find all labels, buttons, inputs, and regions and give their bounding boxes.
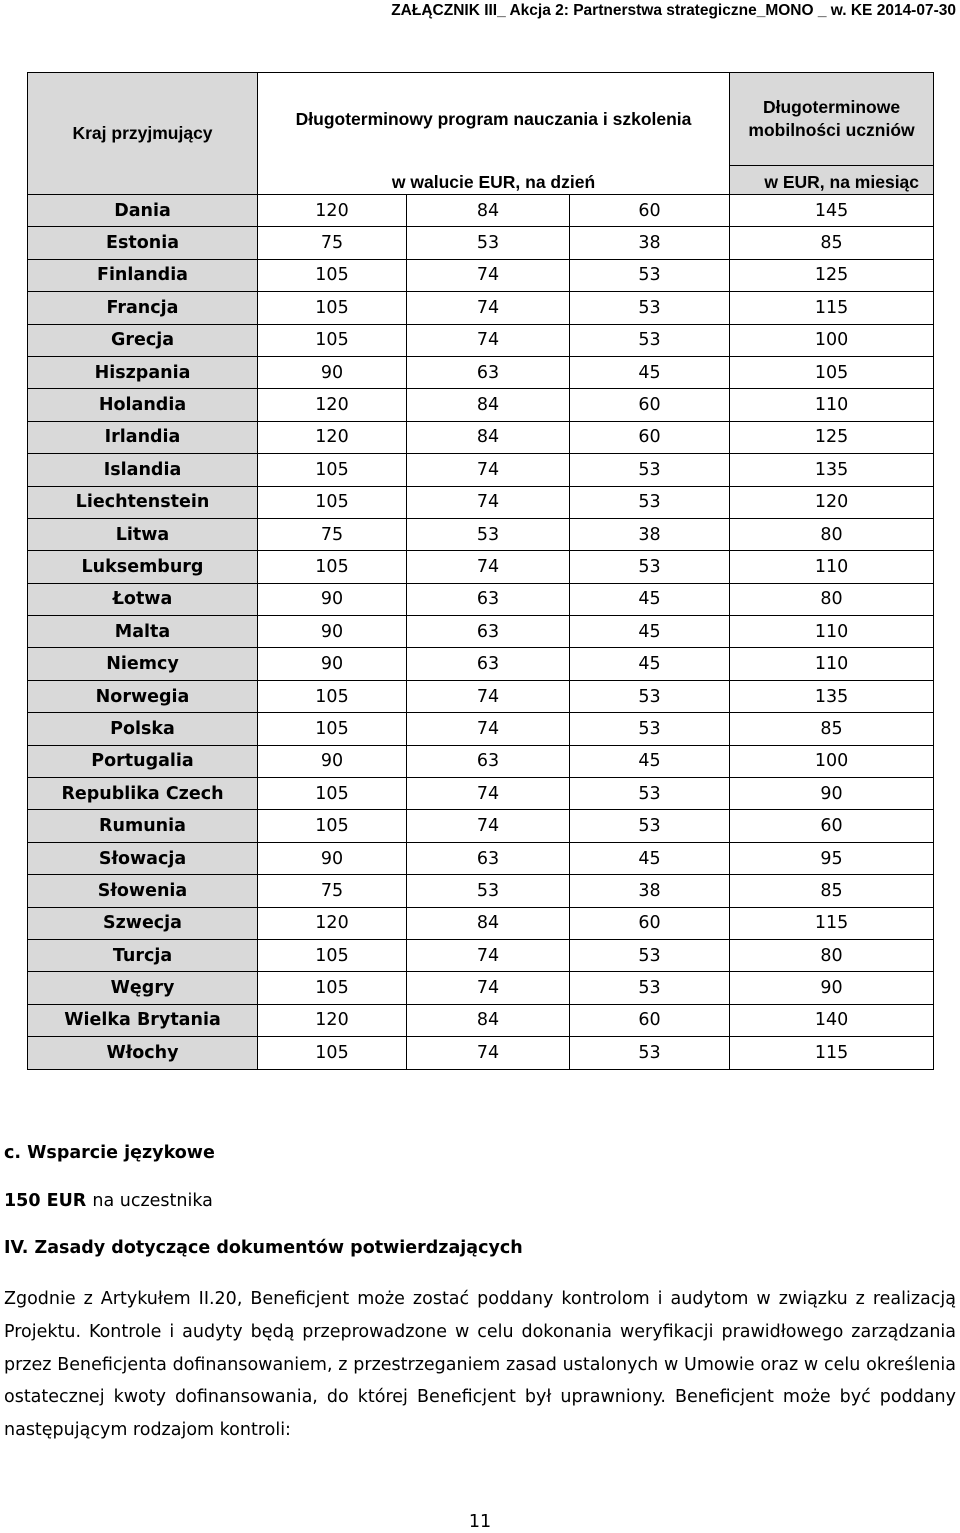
table-row [28,518,934,550]
rate-cell: 100 [730,745,934,777]
rate-cell: 74 [407,259,570,291]
country-cell: Słowacja [28,842,258,874]
rate-cell: 45 [570,745,730,777]
country-cell: Łotwa [28,583,258,615]
country-cell: Dania [28,195,258,227]
table-row [28,648,934,680]
country-cell: Norwegia [28,680,258,712]
amount-suffix: na uczestnika [92,1191,213,1211]
country-cell: Luksemburg [28,551,258,583]
rate-cell: 53 [570,324,730,356]
rate-cell: 120 [258,195,407,227]
rate-cell: 80 [730,518,934,550]
rate-cell: 135 [730,680,934,712]
table-row [28,939,934,971]
rate-cell: 45 [570,616,730,648]
table-row [28,356,934,388]
rate-cell: 125 [730,421,934,453]
table-row [28,713,934,745]
subsistence-rates-table [27,72,934,1070]
country-cell: Hiszpania [28,356,258,388]
section-iv-paragraph: Zgodnie z Artykułem II.20, Beneficjent może zostać poddany kontrolom i audytom w związku z realizacją Projektu. Kontrole i audyty będą przeprowadzone w celu dokonania weryfikacji prawidłowego zarządzania przez Beneficjenta dofinansowaniem, z przestrzeganiem zasad ustalonych w Umowie oraz w celu określenia ostatecznej kwoty dofinansowania, do której Beneficjent był uprawniony. Beneficjent może być poddany następującym rodzajom kontroli: [4,1289,956,1441]
country-cell: Republika Czech [28,778,258,810]
rate-cell: 53 [407,227,570,259]
table-row [28,421,934,453]
country-cell: Włochy [28,1037,258,1069]
table-header-row [28,73,934,166]
table-row [28,875,934,907]
table-row [28,1004,934,1036]
table-row [28,842,934,874]
rate-cell: 84 [407,389,570,421]
rate-cell: 105 [258,486,407,518]
rate-cell: 38 [570,875,730,907]
rate-cell: 120 [730,486,934,518]
rate-cell: 63 [407,356,570,388]
table-row [28,259,934,291]
rate-cell: 120 [258,907,407,939]
table-row [28,745,934,777]
rate-cell: 75 [258,518,407,550]
rate-cell: 84 [407,421,570,453]
rate-cell: 85 [730,227,934,259]
rate-cell: 74 [407,713,570,745]
rate-cell: 105 [258,810,407,842]
rate-cell: 105 [730,356,934,388]
table-row [28,551,934,583]
country-cell: Rumunia [28,810,258,842]
rate-cell: 45 [570,356,730,388]
rate-cell: 38 [570,518,730,550]
table-row [28,486,934,518]
country-cell: Szwecja [28,907,258,939]
rate-cell: 105 [258,680,407,712]
rate-cell: 145 [730,195,934,227]
unit-monthly: w EUR, na miesiąc [730,166,934,195]
rate-cell: 90 [258,616,407,648]
rate-cell: 45 [570,583,730,615]
rate-cell: 105 [258,551,407,583]
section-c-title: c. Wsparcie językowe [4,1143,215,1163]
table-row [28,195,934,227]
rate-cell: 90 [258,356,407,388]
country-cell: Malta [28,616,258,648]
rate-cell: 105 [258,972,407,1004]
country-cell: Estonia [28,227,258,259]
country-cell: Turcja [28,939,258,971]
rate-cell: 60 [570,195,730,227]
country-cell: Islandia [28,454,258,486]
rate-cell: 53 [570,778,730,810]
rate-cell: 53 [570,292,730,324]
rate-cell: 45 [570,842,730,874]
rate-cell: 90 [258,745,407,777]
table-row [28,907,934,939]
table-row [28,324,934,356]
rate-cell: 74 [407,1037,570,1069]
rate-cell: 90 [730,778,934,810]
country-cell: Liechtenstein [28,486,258,518]
rate-cell: 105 [258,1037,407,1069]
rate-cell: 53 [570,680,730,712]
rate-cell: 84 [407,195,570,227]
table-row [28,583,934,615]
section-iv-title: IV. Zasady dotyczące dokumentów potwierdzających [4,1238,523,1258]
rate-cell: 90 [258,842,407,874]
country-cell: Niemcy [28,648,258,680]
rate-cell: 60 [570,1004,730,1036]
table-row [28,810,934,842]
rate-cell: 115 [730,1037,934,1069]
rate-cell: 90 [258,583,407,615]
header-country: Kraj przyjmujący [28,73,258,195]
rate-cell: 74 [407,324,570,356]
rate-cell: 90 [258,648,407,680]
country-cell: Portugalia [28,745,258,777]
rate-cell: 74 [407,680,570,712]
rate-cell: 120 [258,421,407,453]
rate-cell: 84 [407,907,570,939]
rate-cell: 105 [258,324,407,356]
rate-cell: 110 [730,648,934,680]
rate-cell: 120 [258,389,407,421]
country-cell: Holandia [28,389,258,421]
rate-cell: 115 [730,292,934,324]
rate-cell: 74 [407,454,570,486]
rate-cell: 53 [570,454,730,486]
table-row [28,389,934,421]
table-row [28,227,934,259]
rate-cell: 110 [730,551,934,583]
unit-daily: w walucie EUR, na dzień [258,166,730,195]
rate-cell: 53 [570,1037,730,1069]
document-header: ZAŁĄCZNIK III_ Akcja 2: Partnerstwa strategiczne_MONO _ w. KE 2014-07-30 [391,2,956,19]
rate-cell: 60 [570,389,730,421]
rate-cell: 75 [258,227,407,259]
rate-cell: 120 [258,1004,407,1036]
rate-cell: 60 [570,907,730,939]
rate-cell: 74 [407,972,570,1004]
rate-cell: 60 [730,810,934,842]
rate-cell: 53 [407,875,570,907]
rate-cell: 125 [730,259,934,291]
rate-cell: 105 [258,713,407,745]
table-row [28,454,934,486]
rate-cell: 38 [570,227,730,259]
rate-cell: 80 [730,583,934,615]
country-cell: Wielka Brytania [28,1004,258,1036]
rate-cell: 75 [258,875,407,907]
rate-cell: 74 [407,939,570,971]
country-cell: Grecja [28,324,258,356]
rate-cell: 74 [407,551,570,583]
rate-cell: 53 [570,810,730,842]
rate-cell: 63 [407,648,570,680]
rate-cell: 53 [570,939,730,971]
country-cell: Słowenia [28,875,258,907]
rate-cell: 63 [407,745,570,777]
header-mobility: Długoterminowe mobilności uczniów [730,73,934,166]
page-number: 11 [468,1512,492,1532]
table-row [28,680,934,712]
rate-cell: 80 [730,939,934,971]
rate-cell: 105 [258,939,407,971]
rate-cell: 63 [407,616,570,648]
country-cell: Litwa [28,518,258,550]
rate-cell: 45 [570,648,730,680]
rate-cell: 53 [570,713,730,745]
table-row [28,972,934,1004]
rate-cell: 110 [730,616,934,648]
table-row [28,1037,934,1069]
rate-cell: 74 [407,486,570,518]
rate-cell: 63 [407,842,570,874]
header-program: Długoterminowy program nauczania i szkolenia [258,73,730,166]
rate-cell: 53 [570,486,730,518]
amount-value: 150 EUR [4,1191,87,1211]
country-cell: Irlandia [28,421,258,453]
rate-cell: 53 [570,551,730,583]
rate-cell: 53 [407,518,570,550]
rate-cell: 63 [407,583,570,615]
rate-cell: 74 [407,292,570,324]
country-cell: Polska [28,713,258,745]
rate-cell: 74 [407,778,570,810]
country-cell: Francja [28,292,258,324]
table-row [28,616,934,648]
rate-cell: 90 [730,972,934,1004]
rate-cell: 140 [730,1004,934,1036]
table-row [28,778,934,810]
rate-cell: 60 [570,421,730,453]
rate-cell: 105 [258,778,407,810]
language-support-amount [4,1191,213,1211]
country-cell: Węgry [28,972,258,1004]
rate-cell: 95 [730,842,934,874]
rate-cell: 100 [730,324,934,356]
rate-cell: 105 [258,259,407,291]
rate-cell: 84 [407,1004,570,1036]
rate-cell: 85 [730,713,934,745]
rate-cell: 115 [730,907,934,939]
rate-cell: 74 [407,810,570,842]
rate-cell: 105 [258,292,407,324]
rate-cell: 53 [570,972,730,1004]
rate-cell: 53 [570,259,730,291]
rate-cell: 85 [730,875,934,907]
rate-cell: 135 [730,454,934,486]
rate-cell: 110 [730,389,934,421]
table-row [28,292,934,324]
country-cell: Finlandia [28,259,258,291]
rate-cell: 105 [258,454,407,486]
